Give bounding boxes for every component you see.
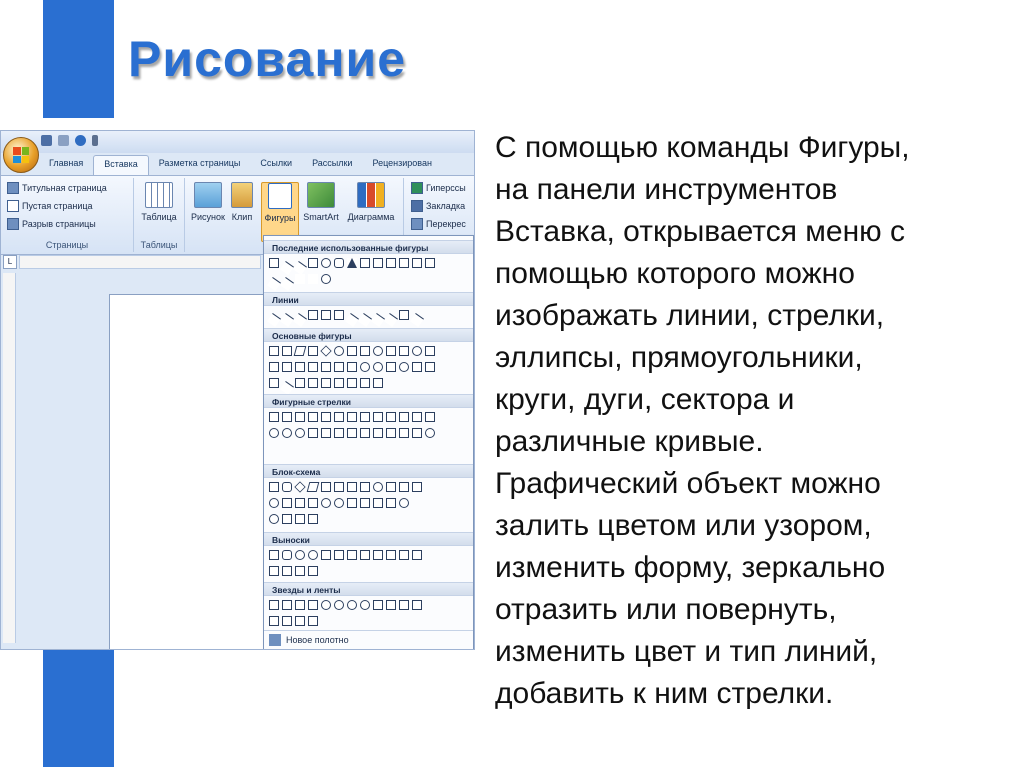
body-line: различные кривые. [495, 425, 764, 458]
right-brace-shape-icon[interactable] [373, 378, 383, 388]
circular-arrow-shape-icon[interactable] [425, 428, 435, 438]
section-flowchart: Блок-схема [264, 464, 473, 478]
table-icon [145, 182, 173, 208]
body-line: изменить форму, зеркально [495, 551, 886, 584]
freeform-shape-icon[interactable] [399, 310, 409, 320]
table-button[interactable] [138, 182, 180, 222]
tab-mailings[interactable]: Рассылки [312, 158, 353, 168]
bent-arrow-shape-icon[interactable] [373, 412, 383, 422]
group-tables-label: Таблицы [140, 240, 178, 250]
left-right-arrow-shape-icon[interactable] [321, 412, 331, 422]
flowchart-collate-shape-icon[interactable] [347, 498, 357, 508]
elbow-arrow-shape-icon[interactable] [373, 258, 383, 268]
text-box-shape-icon[interactable] [269, 346, 279, 356]
star-5-point-shape-icon[interactable] [308, 600, 318, 610]
smiley-shape-icon[interactable] [321, 274, 331, 284]
bracket-pair-shape-icon[interactable] [295, 378, 305, 388]
group-pages-label: Страницы [45, 240, 89, 250]
accent-bar-bottom [43, 648, 114, 767]
octagon-shape-icon[interactable] [412, 346, 422, 356]
flowchart-magnetic-disk-shape-icon[interactable] [282, 514, 292, 524]
flowchart-manual-operation-shape-icon[interactable] [412, 482, 422, 492]
tab-insert[interactable]: Вставка [93, 155, 148, 176]
arrow-down-shape-icon[interactable] [399, 258, 409, 268]
explosion-1-shape-icon[interactable] [269, 600, 279, 610]
left-bracket-shape-icon[interactable] [334, 378, 344, 388]
shape-row [269, 498, 409, 508]
line-callout-accent-1-shape-icon[interactable] [373, 550, 383, 560]
shape-row [269, 274, 331, 289]
body-line: добавить к ним стрелки. [495, 677, 834, 710]
right-triangle-shape-icon[interactable] [360, 346, 370, 356]
elbow-connector-shape-icon[interactable] [308, 310, 318, 320]
section-block-arrows: Фигурные стрелки [264, 394, 473, 408]
cover-page-label: Титульная страница [22, 183, 107, 193]
brace-right-shape-icon[interactable] [308, 274, 318, 284]
block-arrow-right-shape-icon[interactable] [386, 258, 396, 268]
undo-icon[interactable] [58, 135, 69, 146]
bookmark-label: Закладка [426, 201, 466, 211]
can-shape-icon[interactable] [321, 362, 331, 372]
curved-arrow-shape-icon[interactable] [358, 313, 372, 327]
bevel-shape-icon[interactable] [347, 362, 357, 372]
vertical-ruler[interactable] [3, 273, 16, 643]
rectangle-shape-icon[interactable] [282, 346, 292, 356]
flowchart-connector-shape-icon[interactable] [269, 498, 279, 508]
shape-row [269, 482, 422, 492]
star-16-point-shape-icon[interactable] [334, 600, 344, 610]
no-symbol-shape-icon[interactable] [373, 362, 383, 372]
curved-up-arrow-shape-icon[interactable] [282, 428, 292, 438]
vertical-scroll-shape-icon[interactable] [269, 616, 279, 626]
flowchart-data-shape-icon[interactable] [307, 482, 320, 492]
chart-icon [357, 182, 385, 208]
text-box-shape-icon[interactable] [269, 258, 279, 268]
tab-review[interactable]: Рецензирован [372, 158, 432, 168]
right-arrow-callout-shape-icon[interactable] [360, 428, 370, 438]
plaque-shape-icon[interactable] [308, 362, 318, 372]
quad-arrow-callout-shape-icon[interactable] [412, 428, 422, 438]
shape-row [269, 346, 435, 356]
horizontal-ruler[interactable] [19, 255, 261, 269]
flowchart-terminator-shape-icon[interactable] [373, 482, 383, 492]
bookmark-button[interactable] [411, 200, 465, 212]
curved-right-arrow-shape-icon[interactable] [425, 412, 435, 422]
flowchart-offpage-connector-shape-icon[interactable] [282, 498, 292, 508]
horizontal-scroll-shape-icon[interactable] [282, 616, 292, 626]
striped-right-arrow-shape-icon[interactable] [308, 428, 318, 438]
pentagon-shape-icon[interactable] [425, 258, 435, 268]
cross-reference-label: Перекрес [426, 219, 466, 229]
line-callout-border-2-shape-icon[interactable] [282, 566, 292, 576]
curved-down-ribbon-shape-icon[interactable] [412, 600, 422, 610]
line-callout-1-shape-icon[interactable] [321, 550, 331, 560]
picture-button[interactable] [187, 182, 229, 222]
body-line: Графический объект можно [495, 467, 881, 500]
wave-shape-icon[interactable] [295, 616, 305, 626]
word-window [0, 130, 475, 650]
shape-row [269, 566, 318, 576]
left-arrow-shape-icon[interactable] [282, 412, 292, 422]
slide-body-text [495, 127, 995, 715]
line-callout-border-4-shape-icon[interactable] [308, 566, 318, 576]
arrow-line-shape-icon[interactable] [280, 313, 294, 327]
flowchart-sort-shape-icon[interactable] [360, 498, 370, 508]
bent-up-arrow-shape-icon[interactable] [412, 412, 422, 422]
line-callout-accent-4-shape-icon[interactable] [412, 550, 422, 560]
line-callout-border-1-shape-icon[interactable] [269, 566, 279, 576]
shapes-icon [268, 183, 292, 209]
up-arrow-shape-icon[interactable] [295, 412, 305, 422]
arc-shape-icon[interactable] [280, 381, 294, 395]
elbow-connector-shape-icon[interactable] [360, 258, 370, 268]
page-break-icon [7, 218, 19, 230]
flowchart-card-shape-icon[interactable] [295, 498, 305, 508]
group-tables [134, 178, 185, 252]
flowchart-merge-shape-icon[interactable] [386, 498, 396, 508]
section-recent-shapes: Последние использованные фигуры [264, 240, 473, 254]
hyperlink-button[interactable] [411, 182, 466, 194]
shape-row [269, 600, 422, 610]
section-callouts: Выноски [264, 532, 473, 546]
body-line: эллипсы, прямоугольники, [495, 341, 863, 374]
line-shape-icon[interactable] [280, 261, 294, 275]
cross-reference-icon [411, 218, 423, 230]
body-line: отразить или повернуть, [495, 593, 837, 626]
shapes-label: Фигуры [264, 213, 296, 223]
line-callout-3-shape-icon[interactable] [347, 550, 357, 560]
curve-shape-icon[interactable] [384, 313, 398, 327]
left-arrow-callout-shape-icon[interactable] [373, 428, 383, 438]
rounded-rectangle-shape-icon[interactable] [334, 258, 344, 268]
shape-row [269, 258, 435, 273]
picture-label: Рисунок [191, 212, 225, 222]
curved-down-arrow-shape-icon[interactable] [295, 428, 305, 438]
picture-icon [194, 182, 222, 208]
heart-shape-icon[interactable] [412, 362, 422, 372]
flowchart-summing-junction-shape-icon[interactable] [321, 498, 331, 508]
shape-row [269, 362, 435, 372]
bookmark-icon [411, 200, 423, 212]
pentagon-shape-icon[interactable] [386, 346, 396, 356]
body-line: изменить цвет и тип линий, [495, 635, 878, 668]
chevron-shape-icon[interactable] [347, 428, 357, 438]
arrow-line-shape-icon[interactable] [293, 261, 307, 275]
body-line: круги, дуги, сектора и [495, 383, 795, 416]
section-stars-banners: Звезды и ленты [264, 582, 473, 596]
block-arc-shape-icon[interactable] [386, 362, 396, 372]
blank-page-label: Пустая страница [22, 201, 93, 211]
quad-arrow-shape-icon[interactable] [347, 412, 357, 422]
cover-page-button[interactable] [7, 182, 107, 194]
scribble-shape-icon[interactable] [410, 313, 424, 327]
parallelogram-shape-icon[interactable] [294, 346, 307, 356]
page-break-label: Разрыв страницы [22, 219, 96, 229]
down-ribbon-shape-icon[interactable] [386, 600, 396, 610]
oval-callout-shape-icon[interactable] [295, 550, 305, 560]
left-up-arrow-shape-icon[interactable] [399, 412, 409, 422]
cube-shape-icon[interactable] [334, 362, 344, 372]
flowchart-display-shape-icon[interactable] [308, 514, 318, 524]
office-logo-icon [13, 147, 29, 163]
elbow-double-arrow-shape-icon[interactable] [334, 310, 344, 320]
rounded-callout-shape-icon[interactable] [282, 550, 292, 560]
tab-selector[interactable]: L [3, 255, 17, 269]
body-line: на панели инструментов [495, 173, 838, 206]
hyperlink-icon [411, 182, 423, 194]
body-line: изображать линии, стрелки, [495, 299, 885, 332]
body-line: залить цветом или узором, [495, 509, 872, 542]
flowchart-sequential-access-shape-icon[interactable] [269, 514, 279, 524]
body-line: помощью которого можно [495, 257, 855, 290]
oval-shape-icon[interactable] [334, 346, 344, 356]
down-arrow-shape-icon[interactable] [308, 412, 318, 422]
up-arrow-callout-shape-icon[interactable] [386, 428, 396, 438]
frame-shape-icon[interactable] [269, 362, 279, 372]
right-bracket-shape-icon[interactable] [347, 378, 357, 388]
trapezoid-shape-icon[interactable] [308, 346, 318, 356]
shapes-menu [263, 235, 474, 650]
hyperlink-label: Гиперссы [426, 183, 466, 193]
donut-shape-icon[interactable] [360, 362, 370, 372]
flowchart-document-shape-icon[interactable] [347, 482, 357, 492]
star-4-point-shape-icon[interactable] [295, 600, 305, 610]
smiley-shape-icon[interactable] [399, 362, 409, 372]
flowchart-extract-shape-icon[interactable] [373, 498, 383, 508]
flowchart-alternate-process-shape-icon[interactable] [282, 482, 292, 492]
ribbon-tabs [39, 155, 442, 175]
clipart-label: Клип [231, 212, 253, 222]
flowchart-predefined-process-shape-icon[interactable] [321, 482, 331, 492]
cloud-shape-icon[interactable] [321, 378, 331, 388]
slide-title: Рисование [128, 31, 407, 87]
up-down-arrow-shape-icon[interactable] [334, 412, 344, 422]
curved-up-ribbon-shape-icon[interactable] [399, 600, 409, 610]
table-label: Таблица [141, 212, 177, 222]
circle-shape-icon[interactable] [373, 346, 383, 356]
brace-left-shape-icon[interactable] [295, 274, 305, 284]
body-line: Вставка, открывается меню с [495, 215, 905, 248]
shape-row [269, 428, 435, 438]
cloud-callout-shape-icon[interactable] [308, 550, 318, 560]
flowchart-punched-tape-shape-icon[interactable] [308, 498, 318, 508]
explosion-2-shape-icon[interactable] [282, 600, 292, 610]
l-shape-icon[interactable] [295, 362, 305, 372]
star-24-point-shape-icon[interactable] [347, 600, 357, 610]
redo-icon[interactable] [75, 135, 86, 146]
shape-row [269, 514, 318, 524]
section-lines: Линии [264, 292, 473, 306]
smartart-label: SmartArt [303, 212, 339, 222]
star-shape-icon[interactable] [412, 258, 422, 268]
line-callout-4-shape-icon[interactable] [360, 550, 370, 560]
line-shape-icon[interactable] [267, 313, 281, 327]
curved-connector-shape-icon[interactable] [345, 313, 359, 327]
hexagon-shape-icon[interactable] [399, 346, 409, 356]
line-callout-2-shape-icon[interactable] [334, 550, 344, 560]
shape-row [269, 310, 422, 325]
drawing-canvas-icon [269, 634, 281, 646]
flowchart-stored-data-shape-icon[interactable] [399, 498, 409, 508]
pentagon-arrow-shape-icon[interactable] [334, 428, 344, 438]
chart-button[interactable] [345, 182, 397, 222]
smartart-icon [307, 182, 335, 208]
new-drawing-canvas-label: Новое полотно [286, 635, 349, 645]
rectangular-callout-shape-icon[interactable] [269, 550, 279, 560]
body-line: С помощью команды Фигуры, [495, 131, 910, 164]
shape-row [269, 616, 318, 626]
lightning-shape-icon[interactable] [425, 362, 435, 372]
left-brace-shape-icon[interactable] [360, 378, 370, 388]
cross-reference-button[interactable] [411, 218, 466, 230]
notched-right-arrow-shape-icon[interactable] [321, 428, 331, 438]
document-page[interactable] [109, 294, 271, 650]
section-basic-shapes: Основные фигуры [264, 328, 473, 342]
half-frame-shape-icon[interactable] [282, 362, 292, 372]
curve-shape-icon[interactable] [267, 277, 281, 291]
rectangle-shape-icon[interactable] [308, 258, 318, 268]
flowchart-preparation-shape-icon[interactable] [386, 482, 396, 492]
brace-pair-shape-icon[interactable] [308, 378, 318, 388]
curved-left-arrow-shape-icon[interactable] [269, 428, 279, 438]
flowchart-process-shape-icon[interactable] [269, 482, 279, 492]
line-callout-border-3-shape-icon[interactable] [295, 566, 305, 576]
flowchart-or-shape-icon[interactable] [334, 498, 344, 508]
chart-label: Диаграмма [347, 212, 395, 222]
right-arrow-shape-icon[interactable] [269, 412, 279, 422]
blank-page-icon [7, 200, 19, 212]
shape-row [269, 412, 435, 422]
star-32-point-shape-icon[interactable] [360, 600, 370, 610]
double-arrow-line-shape-icon[interactable] [293, 313, 307, 327]
u-turn-arrow-shape-icon[interactable] [386, 412, 396, 422]
freeform-shape-icon[interactable] [280, 277, 294, 291]
shape-row [269, 378, 383, 393]
flowchart-decision-shape-icon[interactable] [294, 481, 305, 492]
tab-references[interactable]: Ссылки [260, 158, 293, 168]
tab-home[interactable]: Главная [49, 158, 84, 168]
flowchart-internal-storage-shape-icon[interactable] [334, 482, 344, 492]
line-callout-accent-3-shape-icon[interactable] [399, 550, 409, 560]
group-pages [1, 178, 134, 252]
new-drawing-canvas-item[interactable] [264, 630, 473, 648]
flowchart-manual-input-shape-icon[interactable] [399, 482, 409, 492]
oval-shape-icon[interactable] [321, 258, 331, 268]
triangle-shape-icon[interactable] [347, 258, 357, 268]
smartart-button[interactable] [301, 182, 341, 222]
clipart-icon [231, 182, 253, 208]
tab-page-layout[interactable]: Разметка страницы [158, 158, 241, 168]
triangle-shape-icon[interactable] [347, 346, 357, 356]
flowchart-multidocument-shape-icon[interactable] [360, 482, 370, 492]
shapes-button[interactable] [261, 182, 299, 242]
shape-row [269, 550, 422, 560]
diamond-shape-icon[interactable] [320, 345, 331, 356]
cross-shape-icon[interactable] [425, 346, 435, 356]
office-button[interactable] [3, 137, 39, 173]
customize-toolbar-icon[interactable] [92, 135, 98, 146]
page-break-button[interactable] [7, 218, 96, 230]
line-callout-accent-2-shape-icon[interactable] [386, 550, 396, 560]
double-wave-shape-icon[interactable] [308, 616, 318, 626]
left-right-up-arrow-shape-icon[interactable] [360, 412, 370, 422]
star-8-point-shape-icon[interactable] [321, 600, 331, 610]
blank-page-button[interactable] [7, 200, 93, 212]
accent-bar-top [43, 0, 114, 118]
moon-shape-icon[interactable] [269, 378, 279, 388]
quick-access-toolbar [41, 135, 98, 146]
curved-double-arrow-shape-icon[interactable] [371, 313, 385, 327]
down-arrow-callout-shape-icon[interactable] [399, 428, 409, 438]
save-icon[interactable] [41, 135, 52, 146]
up-ribbon-shape-icon[interactable] [373, 600, 383, 610]
clipart-button[interactable] [227, 182, 257, 222]
cover-page-icon [7, 182, 19, 194]
elbow-arrow-shape-icon[interactable] [321, 310, 331, 320]
flowchart-direct-access-shape-icon[interactable] [295, 514, 305, 524]
